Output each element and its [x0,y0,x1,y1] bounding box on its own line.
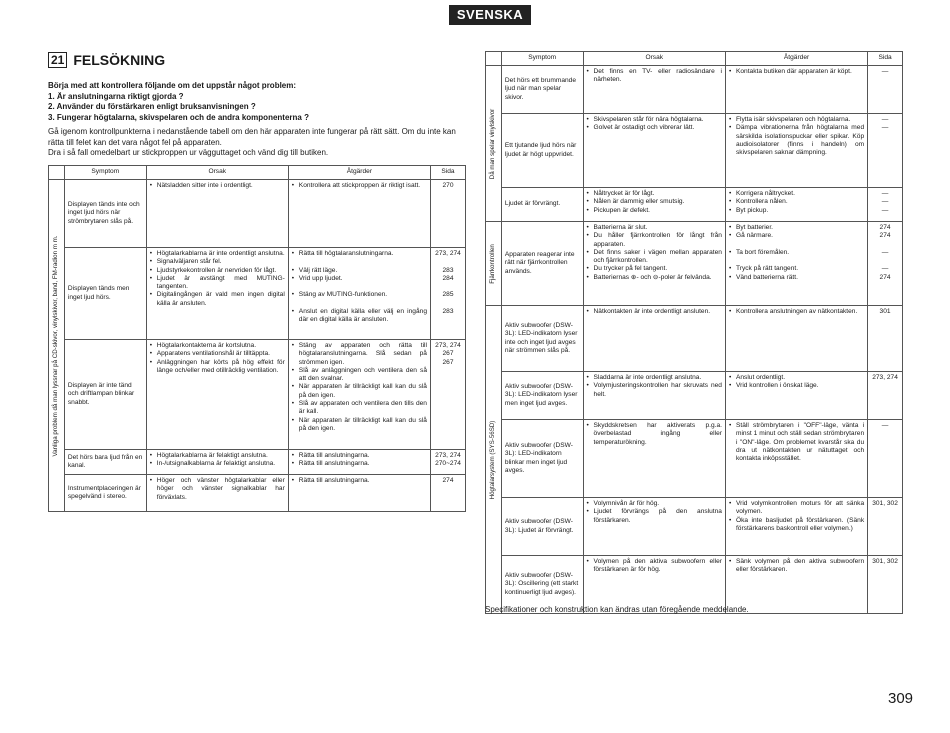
action-cell-list [729,308,864,316]
symptom-cell: Aktiv subwoofer (DSW-3L): Oscillering (ett starkt kontinuerligt ljud avges). [501,556,583,614]
list-item: • Kontrollera att stickproppen är riktigt isatt. [292,182,427,190]
page-ref: 274 [442,477,454,484]
table-header-row [486,52,903,66]
list-item: • Slå av apparaten och ventilera den tills den är kall. [292,400,427,417]
page-ref [434,300,462,308]
symptom-cell: Det hörs bara ljud från en kanal. [64,450,146,475]
list-item: • Rätta till anslutningarna. [292,477,427,485]
cause-cell [146,248,288,340]
list-item: • Nätsladden sitter inte i ordentligt. [150,182,285,190]
symptom-cell: Aktiv subwoofer (DSW-3L): LED-indikatorn lyser inte och inget ljud avges när strömmen slås på. [501,306,583,372]
list-item: • Vrid upp ljudet. [292,275,427,283]
table-row [486,372,903,420]
list-item: • Korrigera nåltrycket. [729,190,864,198]
action-cell-list [292,452,427,469]
cause-cell [583,372,725,420]
header-action: Åtgärder [725,52,867,66]
page-cell [868,556,903,614]
list-item: • Vänd batterierna rätt. [729,274,864,282]
page-ref: 270 [442,182,454,189]
page-ref: — [881,265,889,273]
group-label: Högtalarsystem (SYS-56SD) [489,420,497,499]
page-cell [868,372,903,420]
page-ref: 273, 274 [435,250,461,257]
list-item: • Du håller fjärrkontrollen för långt från apparaten. [587,232,722,249]
page-ref [871,241,899,249]
list-item [292,283,427,291]
cause-cell-list [587,558,722,575]
page-ref [434,258,462,266]
list-item: • Du trycker på fel tangent. [587,265,722,273]
group-label: Vanliga problem då man lyssnar på CD-skivor, vinylskivor, band, FM-radion m m. [52,235,60,456]
page-cell [868,420,903,498]
symptom-cell: Displayen tänds inte och inget ljud hörs när strömbrytaren slås på. [64,180,146,248]
action-cell-list [729,374,864,391]
action-cell-list [292,342,427,433]
page-cell [430,475,465,512]
action-cell-list [729,190,864,215]
list-item: • Det finns en TV- eller radiosändare i närheten. [587,68,722,85]
action-cell-list [729,422,864,463]
symptom-cell: Displayen är inte tänd och driftlampan blinkar snabbt. [64,340,146,450]
page-cell [430,450,465,475]
header-symptom: Symptom [501,52,583,66]
symptom-cell: Ett tjutande ljud hörs när ljudet är högt uppvridet. [501,114,583,188]
list-item: • Kontrollera nålen. [729,198,864,206]
page-ref: 301, 302 [872,500,898,507]
list-item: • Dämpa vibrationerna från högtalarna med särskilda isolationspuckar eller spikar. Köp audioisolatorer (finns i handeln) om skivspelaren saknar dämpning. [729,124,864,157]
cause-cell [146,180,288,248]
cause-cell-list [587,190,722,215]
list-item: • Skyddskretsen har aktiverats p.g.a. överbelastad ingång eller temperaturökning. [587,422,722,447]
list-item: • Anläggningen har körts på hög effekt för länge och/eller med otillräcklig ventilation. [150,359,285,376]
troubleshooting-table-general [48,165,466,512]
page-cell [430,248,465,340]
symptom-cell: Ljudet är förvrängt. [501,188,583,222]
cause-cell [146,340,288,450]
list-item: • Apparatens ventilationshål är tilltäppta. [150,350,285,358]
action-cell [288,248,430,340]
list-item: • Skivspelaren står för nära högtalarna. [587,116,722,124]
troubleshooting-table-specific [485,51,903,614]
page-ref: 274 [879,224,891,231]
list-item: • Det finns saker i vägen mellan apparaten och fjärrkontrollen. [587,249,722,266]
page-ref [871,257,899,265]
page-ref: 283 [442,308,454,316]
page-ref: 273, 274 [872,374,898,381]
action-cell-list [729,558,864,575]
list-item: • Kontakta butiken där apparaten är köpt. [729,68,864,76]
list-item [292,258,427,266]
action-cell [288,180,430,248]
cause-cell-list [587,308,722,316]
cause-cell-list [587,422,722,447]
table-row [486,420,903,498]
cause-cell-list [150,477,285,502]
cause-cell-list [587,116,722,133]
section-heading [48,52,165,68]
table-header-row [49,166,466,180]
action-cell-list [729,68,864,76]
cause-cell [583,188,725,222]
cause-cell-list [587,374,722,399]
list-item: • Anslut ordentligt. [729,374,864,382]
symptom-cell: Apparaten reagerar inte rätt när fjärrkontrollen används. [501,222,583,306]
page-cell [430,340,465,450]
checklist-line: 1. Är anslutningarna riktigt gjorda ? [48,91,184,101]
table-row [49,340,466,450]
list-item: • Volymen på den aktiva subwoofern eller förstärkaren är för hög. [587,558,722,575]
action-cell [725,420,867,498]
list-item: • Rätta till anslutningarna. [292,460,427,468]
page-cell [868,222,903,306]
list-item: • När apparaten är tillräckligt kall kan du slå på den igen. [292,383,427,400]
list-item: • Stäng av MUTING-funktionen. [292,291,427,299]
page-ref: 273, 274 [435,452,461,459]
table-row [486,114,903,188]
list-item [292,300,427,308]
action-cell-list [729,224,864,282]
page-cell [868,66,903,114]
cause-cell [583,114,725,188]
action-cell [725,222,867,306]
list-item: • Nålen är dammig eller smutsig. [587,198,722,206]
language-tab: SVENSKA [449,5,531,25]
page-ref: — [881,206,889,214]
symptom-cell: Aktiv subwoofer (DSW-3L): Ljudet är förvrängt. [501,498,583,556]
group-label: Då man spelar vinylskivor [489,108,497,179]
list-item: • Högtalarkontakterna är kortslutna. [150,342,285,350]
action-cell [725,306,867,372]
table-row [49,450,466,475]
table-row [49,248,466,340]
cause-cell-list [150,342,285,375]
page-cell [430,180,465,248]
cause-cell [583,66,725,114]
page-title: FELSÖKNING [73,52,166,68]
table-row [486,188,903,222]
list-item: • Batteriernas ⊕- och ⊖-poler är felvända. [587,274,722,282]
page-cell [868,306,903,372]
cause-cell [146,450,288,475]
intro-line: Gå igenom kontrollpunkterna i nedanstående tabell om den här apparaten inte fungerar på rätt sätt. Om du inte kan rätta till felet kan det vara något fel på apparaten. [48,127,456,147]
page-ref: 283 [442,266,454,274]
cause-cell-list [150,250,285,308]
page-ref: — [881,68,889,75]
action-cell [288,340,430,450]
list-item: • Rätta till högtalaranslutningarna. [292,250,427,258]
header-blank [486,52,502,66]
page-ref: — [881,198,889,206]
group-label-cell [486,66,502,222]
action-cell [725,498,867,556]
list-item: • Stäng av apparaten och rätta till högtalaranslutningarna. Slå sedan på strömmen igen. [292,342,427,367]
checklist [48,81,468,123]
group-label: Fjärrkontrollen [489,243,497,284]
header-symptom: Symptom [64,166,146,180]
list-item: • Vrid kontrollen i önskat läge. [729,382,864,390]
cause-cell-list [150,182,285,190]
action-cell [725,114,867,188]
symptom-cell: Instrumentplaceringen är spegelvänd i stereo. [64,475,146,512]
table-row [49,180,466,248]
list-item: • Ställ strömbrytaren i "OFF"-läge, vänta i minst 1 minut och ställ sedan strömbrytaren i "ON"-läge. Om problemet kvarstår ska du dra ut nätkontakten ur nätuttaget och kontakta inköpsstället. [729,422,864,463]
list-item: • In-/utsignalkablarna är felaktigt anslutna. [150,460,285,468]
page-ref: 284 [442,274,454,282]
group-label-cell [486,306,502,614]
action-cell-list [292,182,427,190]
list-item: • Anslut en digital källa eller välj en ingång där en digital källa är ansluten. [292,308,427,325]
page-ref: 301 [879,308,891,315]
list-item: • Digitalingången är vald men ingen digital källa är ansluten. [150,291,285,308]
header-action: Åtgärder [288,166,430,180]
table-row [486,306,903,372]
header-page: Sida [868,52,903,66]
list-item: • Nåltrycket är för lågt. [587,190,722,198]
page-ref: — [881,124,889,132]
table-row [486,66,903,114]
list-item: • Rätta till anslutningarna. [292,452,427,460]
page-ref: 270~274 [435,460,461,468]
table-row [486,222,903,306]
checklist-line: Börja med att kontrollera följande om det uppstår något problem: [48,81,297,90]
footer-note: Specifikationer och konstruktion kan ändras utan föregående meddelande. [485,605,749,614]
cause-cell [583,420,725,498]
header-blank [49,166,65,180]
list-item: • Byt pickup. [729,207,864,215]
list-item: • Signalväljaren står fel. [150,258,285,266]
cause-cell [146,475,288,512]
cause-cell [583,222,725,306]
page-ref: 267 [442,350,454,358]
symptom-cell: Displayen tänds men inget ljud hörs. [64,248,146,340]
list-item: • Högtalarkablarna är felaktigt anslutna. [150,452,285,460]
list-item: • Byt batterier. [729,224,864,232]
symptom-cell: Det hörs ett brummande ljud när man spelar skivor. [501,66,583,114]
action-cell [288,450,430,475]
header-page: Sida [430,166,465,180]
list-item: • Kontrollera anslutningen av nätkontakten. [729,308,864,316]
symptom-cell: Aktiv subwoofer (DSW-3L): LED-indikatorn lyser men inget ljud avges. [501,372,583,420]
action-cell [725,66,867,114]
list-item: • Sladdarna är inte ordentligt anslutna. [587,374,722,382]
action-cell-list [292,250,427,325]
page-cell [868,114,903,188]
page-ref: — [881,248,889,256]
page-ref: 274 [879,232,891,240]
chapter-number: 21 [48,52,67,68]
page-ref: 267 [442,358,454,366]
list-item: • Slå av anläggningen och ventilera den så att den svalnar. [292,367,427,384]
cause-cell [583,498,725,556]
group-label-cell [486,222,502,306]
list-item: • Volymjusteringskontrollen har skruvats ned helt. [587,382,722,399]
checklist-line: 3. Fungerar högtalarna, skivspelaren och de andra komponenterna ? [48,112,309,122]
list-item: • Gå närmare. [729,232,864,240]
action-cell [725,372,867,420]
list-item: • Öka inte basljudet på förstärkaren. (Sänk förstärkarens baskontroll eller volymen.) [729,517,864,534]
action-cell-list [729,116,864,157]
action-cell [288,475,430,512]
list-item: • Ljudet är avstängt med MUTING-tangenten. [150,275,285,292]
page-cell [868,188,903,222]
intro-line: Dra i så fall omedelbart ur stickproppen ur vägguttaget och vänd dig till butiken. [48,148,329,158]
list-item: • Volymnivån är för hög. [587,500,722,508]
symptom-cell: Aktiv subwoofer (DSW-3L): LED-indikatorn blinkar men inget ljud avges. [501,420,583,498]
list-item: • Ljudstyrkekontrollen är nervriden för lågt. [150,267,285,275]
header-cause: Orsak [583,52,725,66]
page-number: 309 [888,690,914,707]
header-cause: Orsak [146,166,288,180]
list-item: • Vrid volymkontrollen moturs för att sänka volymen. [729,500,864,517]
list-item: • Batterierna är slut. [587,224,722,232]
action-cell-list [292,477,427,485]
list-item: • Sänk volymen på den aktiva subwoofern eller förstärkaren. [729,558,864,575]
action-cell-list [729,500,864,533]
cause-cell-list [150,452,285,469]
page-ref: — [881,422,889,429]
list-item: • Höger och vänster högtalarkablar eller höger och vänster signalkablar har förväxlats. [150,477,285,502]
list-item: • Tryck på rätt tangent. [729,265,864,273]
page-ref: 274 [879,273,891,281]
intro-paragraph [48,127,468,159]
page-ref: — [881,116,889,123]
list-item: • Nätkontakten är inte ordentligt ansluten. [587,308,722,316]
list-item: • Pickupen är defekt. [587,207,722,215]
list-item: • Ljudet förvrängs på den anslutna förstärkaren. [587,508,722,525]
cause-cell-list [587,500,722,525]
list-item: • Välj rätt läge. [292,267,427,275]
list-item: • När apparaten är tillräckligt kall kan du slå på den igen. [292,417,427,434]
page-ref [434,283,462,291]
page-ref: — [881,190,889,197]
checklist-line: 2. Använder du förstärkaren enligt bruksanvisningen ? [48,102,256,112]
page-ref: 301, 302 [872,558,898,565]
list-item: • Flytta isär skivspelaren och högtalarna. [729,116,864,124]
list-item: • Golvet är ostadigt och vibrerar lätt. [587,124,722,132]
list-item: • Högtalarkablarna är inte ordentligt anslutna. [150,250,285,258]
table-row [49,475,466,512]
cause-cell-list [587,224,722,282]
page-ref: 273, 274 [435,342,461,349]
cause-cell [583,306,725,372]
list-item [729,241,864,249]
page-cell [868,498,903,556]
action-cell [725,188,867,222]
table-row [486,498,903,556]
cause-cell-list [587,68,722,85]
list-item: • Ta bort föremålen. [729,249,864,257]
page-ref: 285 [442,291,454,299]
group-label-cell [49,180,65,512]
